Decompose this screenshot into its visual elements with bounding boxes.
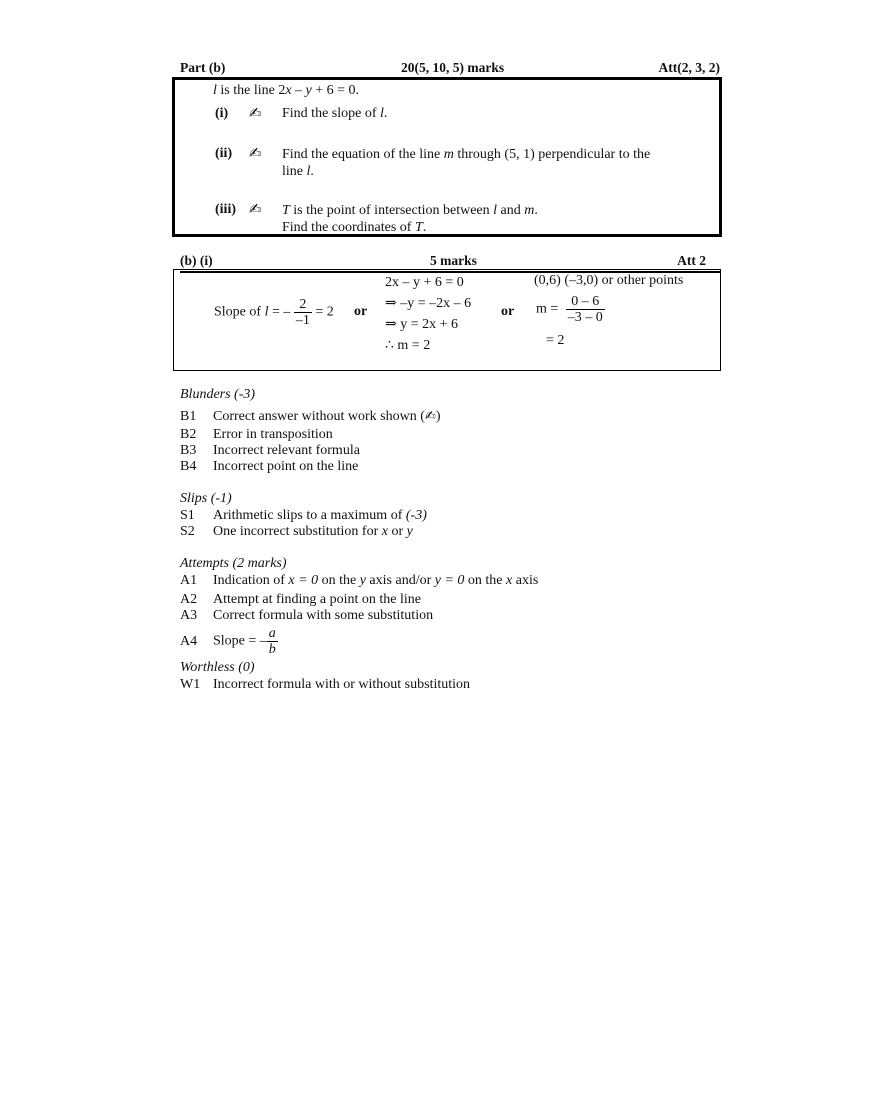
blunder-text: Correct answer without work shown (✍) [213, 409, 441, 424]
worthless-title: Worthless (0) [180, 660, 255, 675]
slope-fraction: $\frac{0 - 6}{-3 - 0}$ [567, 294, 603, 325]
slip-code: S2 [180, 524, 195, 539]
or-label: or [354, 304, 368, 319]
question-iii-text: T is the point of intersection between l and m. Find the coordinates of T. [282, 203, 538, 235]
blunder-code: B1 [180, 409, 197, 424]
method-3-points: (0,6) (–3,0) or other points [534, 273, 684, 288]
slope-fraction: $\frac{a}{b}$ [268, 626, 276, 657]
part-attempts: Att(2, 3, 2) [658, 60, 720, 75]
worthless-text: Incorrect formula with or without substitution [213, 677, 471, 692]
method-2-line: ∴ m = 2 [385, 338, 431, 353]
blunder-code: B2 [180, 427, 197, 442]
blunders-title: Blunders (-3) [180, 387, 256, 402]
pen-icon: ✍ [249, 104, 262, 122]
question-box [172, 77, 722, 237]
solution-method-3: m = $\frac{0 - 6}{-3 - 0}$ [536, 294, 603, 325]
attempt-code: A4 [180, 634, 198, 649]
slip-text: Arithmetic slips to a maximum of (-3) [213, 508, 427, 523]
method-2-line: ⇒ y = 2x + 6 [385, 317, 459, 332]
subpart-marks: 5 marks [430, 253, 477, 268]
question-intro: l is the line 2x – y + 6 = 0. [213, 83, 360, 98]
blunder-code: B4 [180, 459, 197, 474]
attempt-code: A3 [180, 608, 198, 623]
method-2-line: ⇒ –y = –2x – 6 [385, 296, 472, 311]
attempt-text: Correct formula with some substitution [213, 608, 434, 623]
slope-fraction: $\frac{2}{-1}$ [295, 297, 310, 328]
attempt-code: A1 [180, 573, 198, 588]
solution-method-1: Slope of l = – $\frac{2}{-1}$ = 2 [214, 297, 334, 328]
question-ii-number: (ii) [215, 146, 233, 161]
or-label: or [501, 304, 515, 319]
pen-icon: ✍ [424, 409, 436, 424]
slip-code: S1 [180, 508, 195, 523]
attempts-title: Attempts (2 marks) [180, 556, 287, 571]
question-i-number: (i) [215, 106, 229, 121]
method-3-result: = 2 [546, 333, 565, 348]
question-i-text: Find the slope of l. [282, 106, 388, 121]
attempt-text: Slope = – $\frac{a}{b}$ [213, 626, 276, 657]
attempt-text: Attempt at finding a point on the line [213, 592, 422, 607]
subpart-label: (b) (i) [180, 253, 213, 268]
part-marks: 20(5, 10, 5) marks [401, 60, 505, 75]
blunder-text: Incorrect relevant formula [213, 443, 360, 458]
blunder-text: Error in transposition [213, 427, 333, 442]
question-ii-text: Find the equation of the line m through (5, 1) perpendicular to the line l. [282, 147, 651, 179]
worthless-code: W1 [180, 677, 201, 692]
method-2-line: 2x – y + 6 = 0 [385, 275, 464, 290]
solution-method-2 [385, 272, 471, 356]
subpart-attempts: Att 2 [677, 253, 706, 268]
attempt-text: Indication of x = 0 on the y axis and/or y = 0 on the x axis [213, 573, 539, 588]
pen-icon: ✍ [249, 144, 262, 162]
pen-icon: ✍ [249, 200, 262, 218]
attempt-code: A2 [180, 592, 198, 607]
solution-box [173, 269, 721, 371]
question-iii-number: (iii) [215, 202, 236, 217]
slips-title: Slips (-1) [180, 491, 232, 506]
blunder-code: B3 [180, 443, 197, 458]
part-label: Part (b) [180, 60, 226, 75]
slip-text: One incorrect substitution for x or y [213, 524, 413, 539]
blunder-text: Incorrect point on the line [213, 459, 359, 474]
